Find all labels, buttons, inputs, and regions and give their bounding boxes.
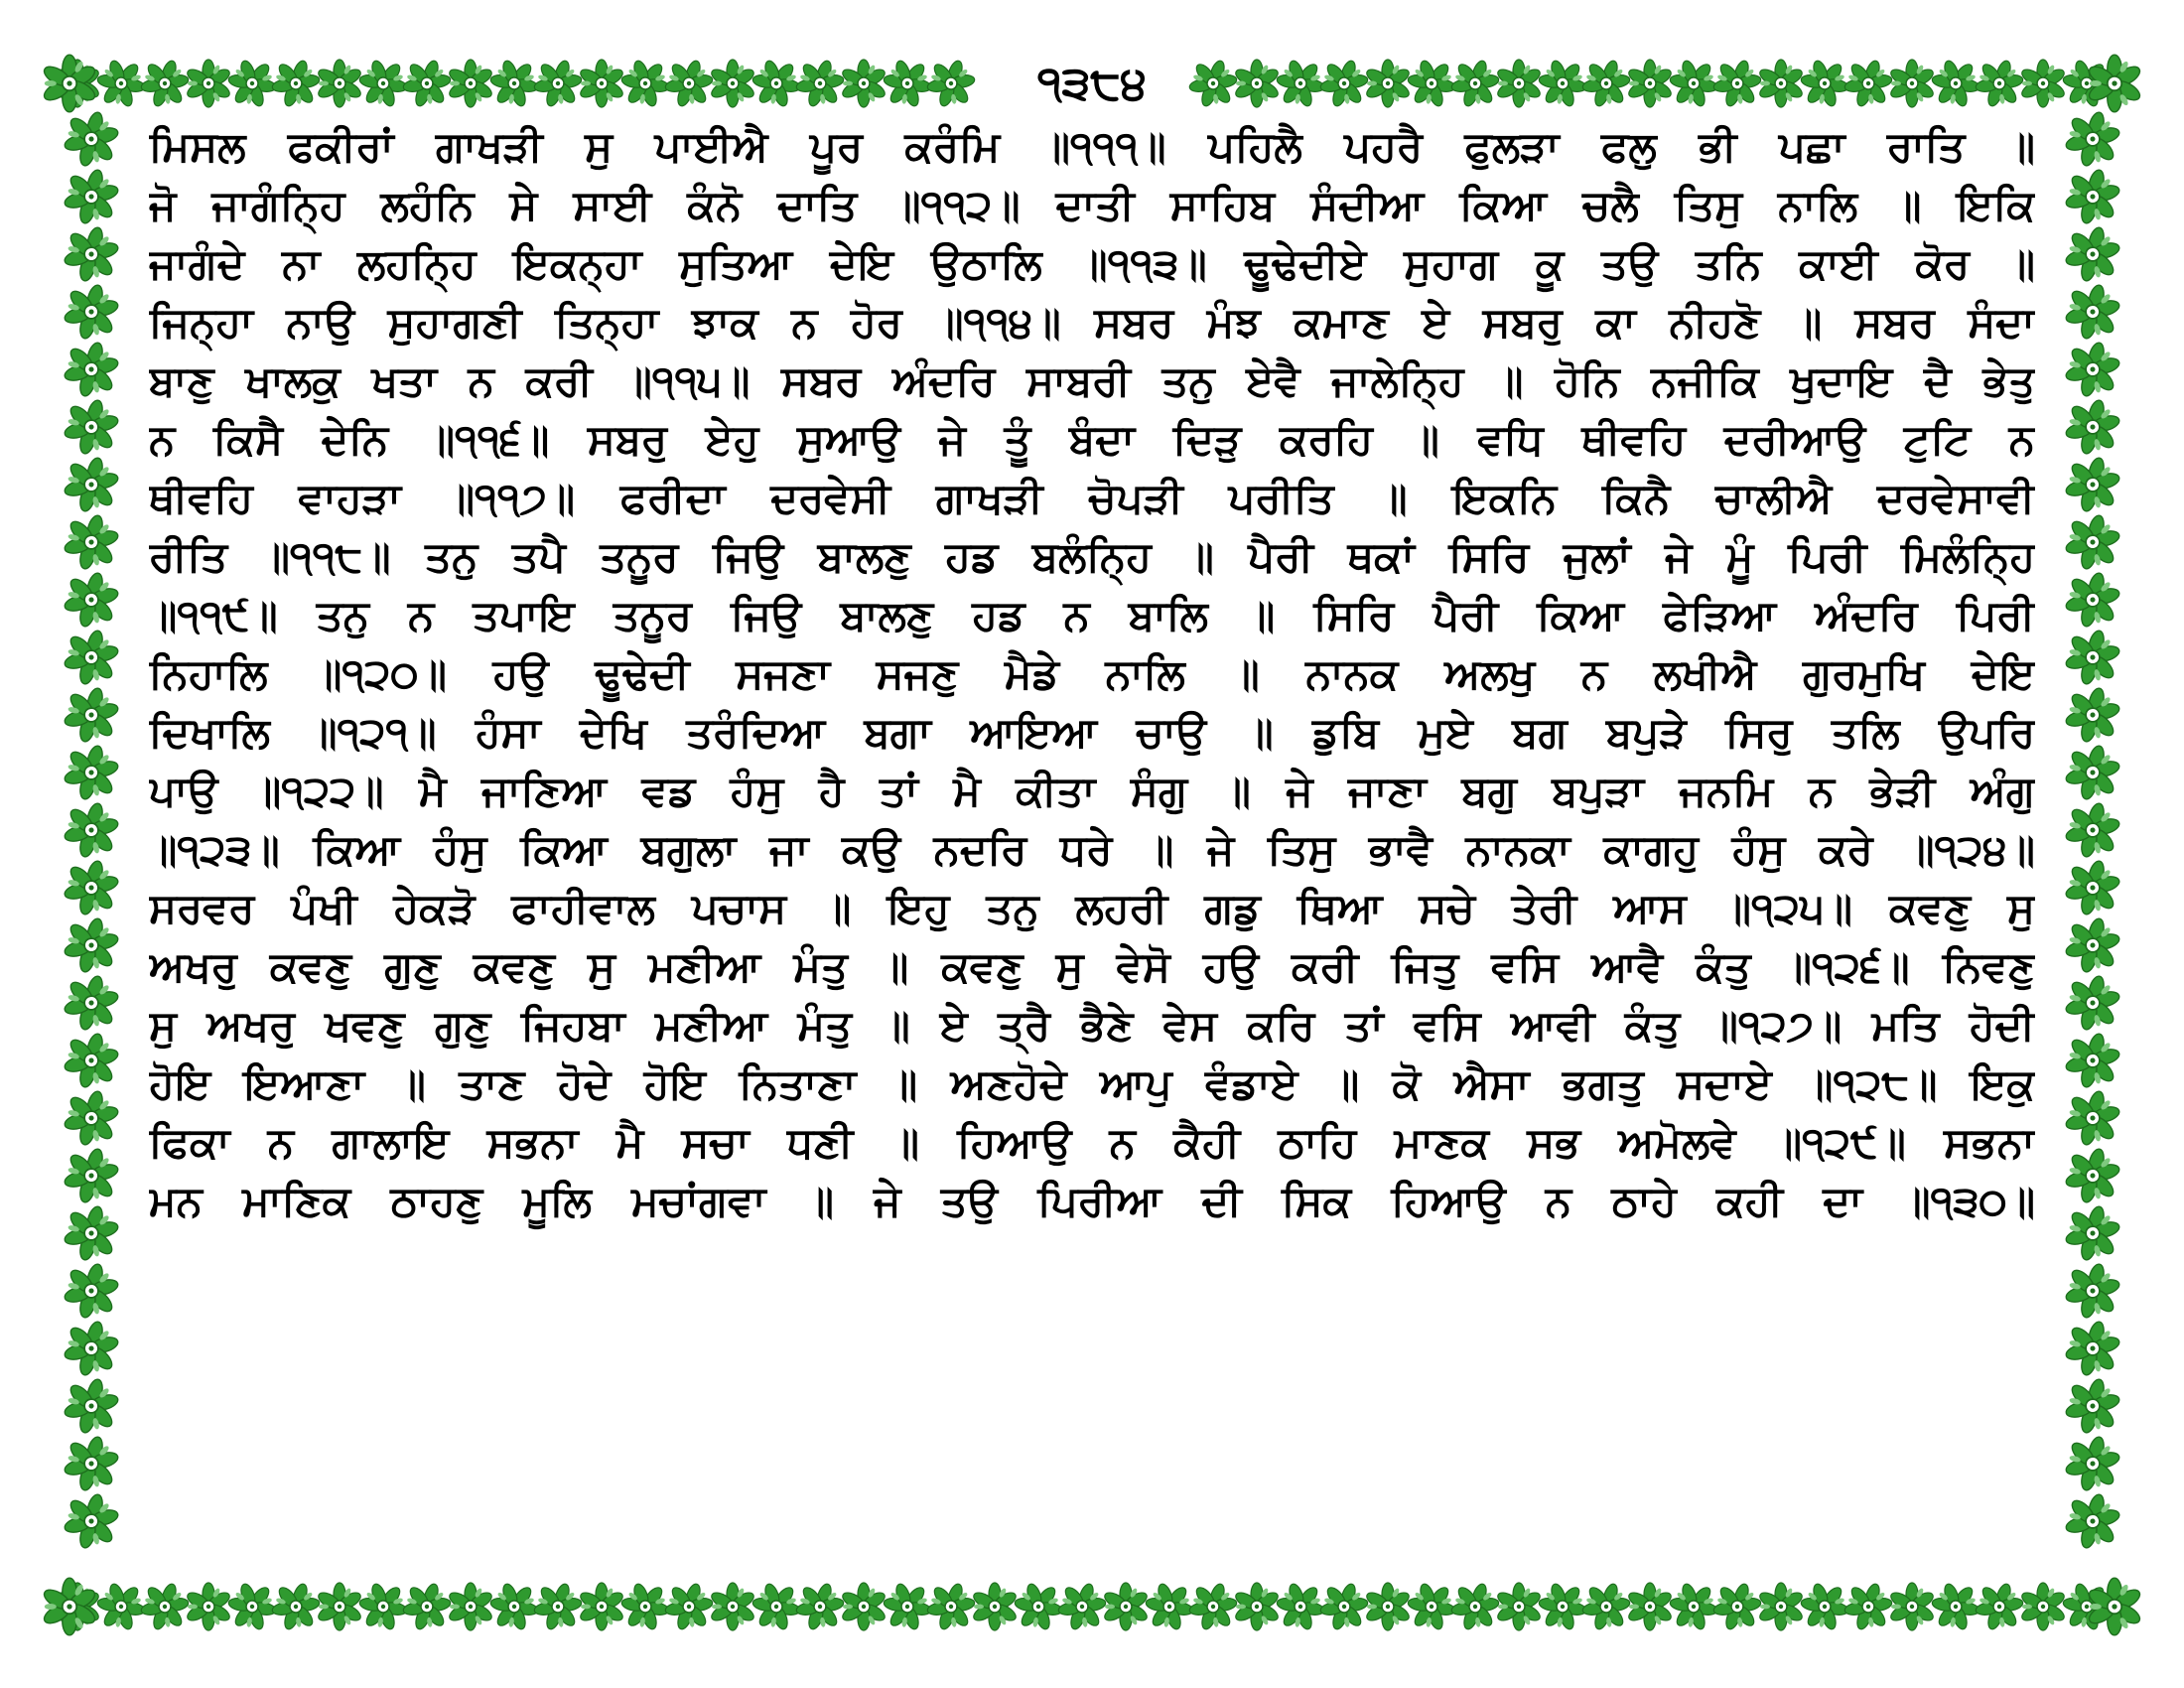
flower-ornament-icon	[58, 220, 124, 287]
flower-ornament-icon	[58, 912, 124, 978]
flower-ornament-icon	[58, 1084, 124, 1151]
flower-ornament-icon	[2059, 912, 2125, 978]
flower-ornament-icon	[58, 1199, 124, 1266]
flower-ornament-icon	[920, 1576, 981, 1636]
flower-ornament-icon	[2059, 1487, 2125, 1554]
flower-ornament-icon	[658, 53, 719, 113]
flower-ornament-icon	[2059, 105, 2125, 172]
flower-ornament-icon	[2059, 163, 2125, 229]
text-line: ਪਾਉ ॥੧੨੨॥ ਮੈ ਜਾਣਿਆ ਵਡ ਹੰਸੁ ਹੈ ਤਾਂ ਮੈ ਕੀਤਾ ਸੰਗੁ ॥ ਜੇ ਜਾਣਾ ਬਗੁ ਬਪੁੜਾ ਜਨਮਿ ਨ ਭੇੜੀ ਅੰਗੁ	[149, 767, 2035, 815]
flower-ornament-icon	[527, 1576, 588, 1636]
scripture-text-block	[149, 117, 2035, 1547]
text-line: ਨਿਹਾਲਿ ॥੧੨੦॥ ਹਉ ਢੂਢੇਦੀ ਸਜਣਾ ਸਜਣੁ ਮੈਡੇ ਨਾਲਿ ॥ ਨਾਨਕ ਅਲਖੁ ਨ ਲਖੀਐ ਗੁਰਮੁਖਿ ਦੇਇ	[149, 649, 2035, 698]
flower-ornament-icon	[265, 1576, 326, 1636]
flower-ornament-icon	[1706, 1576, 1767, 1636]
flower-ornament-icon	[1888, 60, 1936, 107]
text-line: ਅਖਰੁ ਕਵਣੁ ਗੁਣੁ ਕਵਣੁ ਸੁ ਮਣੀਆ ਮੰਤੁ ॥ ਕਵਣੁ ਸੁ ਵੇਸੋ ਹਉ ਕਰੀ ਜਿਤੁ ਵਸਿ ਆਵੈ ਕੰਤੁ ॥੧੨੬॥ ਨਿਵਣੁ	[149, 942, 2035, 991]
flower-ornament-icon	[447, 1583, 494, 1630]
text-line: ਫਿਕਾ ਨ ਗਾਲਾਇ ਸਭਨਾ ਮੈ ਸਚਾ ਧਣੀ ॥ ਹਿਆਉ ਨ ਕੈਹੀ ਠਾਹਿ ਮਾਣਕ ਸਭ ਅਮੋਲਵੇ ॥੧੨੯॥ ਸਭਨਾ	[149, 1118, 2035, 1167]
flower-ornament-icon	[58, 739, 124, 805]
flower-ornament-icon	[185, 60, 232, 107]
text-line: ਨ ਕਿਸੈ ਦੇਨਿ ॥੧੧੬॥ ਸਬਰੁ ਏਹੁ ਸੁਆਉ ਜੇ ਤੂੰ ਬੰਦਾ ਦਿੜੁ ਕਰਹਿ ॥ ਵਧਿ ਥੀਵਹਿ ਦਰੀਆਉ ਟੁਟਿ ਨ	[149, 415, 2035, 464]
flower-ornament-icon	[2059, 1372, 2125, 1439]
flower-ornament-icon	[920, 53, 981, 113]
flower-ornament-icon	[578, 1583, 625, 1630]
flower-ornament-icon	[1182, 1576, 1243, 1636]
flower-ornament-icon	[316, 1583, 363, 1630]
flower-ornament-icon	[2059, 451, 2125, 517]
page-number: ੧੩੮੪	[1003, 48, 1181, 117]
flower-ornament-icon	[2059, 508, 2125, 575]
flower-ornament-icon	[2059, 1430, 2125, 1496]
text-line: ਦਿਖਾਲਿ ॥੧੨੧॥ ਹੰਸਾ ਦੇਖਿ ਤਰੰਦਿਆ ਬਗਾ ਆਇਆ ਚਾਉ ॥ ਡੁਬਿ ਮੁਏ ਬਗ ਬਪੁੜੇ ਸਿਰੁ ਤਲਿ ਉਪਰਿ	[149, 708, 2035, 757]
flower-ornament-icon	[58, 1372, 124, 1439]
flower-ornament-icon	[58, 1142, 124, 1208]
text-line: ਮਨ ਮਾਣਿਕ ਠਾਹਣੁ ਮੂਲਿ ਮਚਾਂਗਵਾ ॥ ਜੇ ਤਉ ਪਿਰੀਆ ਦੀ ਸਿਕ ਹਿਆਉ ਨ ਠਾਹੇ ਕਹੀ ਦਾ ॥੧੩੦॥	[149, 1177, 2035, 1225]
flower-ornament-icon	[2059, 796, 2125, 863]
flower-ornament-icon	[2059, 624, 2125, 690]
flower-ornament-icon	[2059, 1027, 2125, 1093]
flower-ornament-icon	[1969, 53, 2029, 113]
flower-ornament-icon	[1626, 1583, 1674, 1630]
flower-ornament-icon	[2059, 220, 2125, 287]
flower-ornament-icon	[1444, 53, 1505, 113]
flower-ornament-icon	[185, 1583, 232, 1630]
text-line: ਸੁ ਅਖਰੁ ਖਵਣੁ ਗੁਣੁ ਜਿਹਬਾ ਮਣੀਆ ਮੰਤੁ ॥ ਏ ਤ੍ਰੈ ਭੈਣੇ ਵੇਸ ਕਰਿ ਤਾਂ ਵਸਿ ਆਵੀ ਕੰਤੁ ॥੧੨੭॥ ਮਤਿ ਹੋਦੀ	[149, 1001, 2035, 1050]
flower-ornament-icon	[2019, 1583, 2067, 1630]
text-line: ਹੋਇ ਇਆਣਾ ॥ ਤਾਣ ਹੋਦੇ ਹੋਇ ਨਿਤਾਣਾ ॥ ਅਣਹੋਦੇ ਆਪੁ ਵੰਡਾਏ ॥ ਕੋ ਐਸਾ ਭਗਤੁ ਸਦਾਏ ॥੧੨੮॥ ਇਕੁ	[149, 1059, 2035, 1108]
text-line: ਜਿਨ੍ਹਾ ਨਾਉ ਸੁਹਾਗਣੀ ਤਿਨ੍ਹਾ ਝਾਕ ਨ ਹੋਰ ॥੧੧੪॥ ਸਬਰ ਮੰਝ ਕਮਾਣ ਏ ਸਬਰੁ ਕਾ ਨੀਹਣੋ ॥ ਸਬਰ ਸੰਦਾ	[149, 298, 2035, 347]
flower-ornament-icon	[1233, 60, 1281, 107]
flower-ornament-icon	[58, 508, 124, 575]
text-line: ਮਿਸਲ ਫਕੀਰਾਂ ਗਾਖੜੀ ਸੁ ਪਾਈਐ ਪੂਰ ਕਰੰਮਿ ॥੧੧੧॥ ਪਹਿਲੈ ਪਹਰੈ ਫੁਲੜਾ ਫਲੁ ਭੀ ਪਛਾ ਰਾਤਿ ॥	[149, 122, 2035, 171]
flower-ornament-icon	[58, 451, 124, 517]
flower-ornament-icon	[1182, 53, 1243, 113]
flower-ornament-icon	[58, 1487, 124, 1554]
flower-ornament-icon	[2019, 60, 2067, 107]
flower-ornament-icon	[2059, 1257, 2125, 1324]
text-line: ਜੋ ਜਾਗੰਨ੍ਹਿ ਲਹੰਨਿ ਸੇ ਸਾਈ ਕੰਨੋ ਦਾਤਿ ॥੧੧੨॥ ਦਾਤੀ ਸਾਹਿਬ ਸੰਦੀਆ ਕਿਆ ਚਲੈ ਤਿਸੁ ਨਾਲਿ ॥ ਇਕਿ	[149, 181, 2035, 229]
flower-ornament-icon	[2059, 681, 2125, 748]
flower-ornament-icon	[1364, 60, 1412, 107]
flower-ornament-icon	[58, 624, 124, 690]
flower-ornament-icon	[2059, 1315, 2125, 1381]
flower-ornament-icon	[58, 393, 124, 460]
flower-ornament-icon	[58, 566, 124, 633]
flower-ornament-icon	[1706, 53, 1767, 113]
flower-ornament-icon	[840, 1583, 887, 1630]
flower-ornament-icon	[1364, 1583, 1412, 1630]
flower-ornament-icon	[58, 796, 124, 863]
flower-ornament-icon	[1757, 1583, 1805, 1630]
flower-ornament-icon	[58, 163, 124, 229]
flower-ornament-icon	[2059, 278, 2125, 345]
flower-ornament-icon	[396, 53, 457, 113]
flower-ornament-icon	[265, 53, 326, 113]
text-line: ਬਾਣੁ ਖਾਲਕੁ ਖਤਾ ਨ ਕਰੀ ॥੧੧੫॥ ਸਬਰ ਅੰਦਰਿ ਸਾਬਰੀ ਤਨੁ ਏਵੈ ਜਾਲੇਨ੍ਹਿ ॥ ਹੋਨਿ ਨਜੀਕਿ ਖੁਦਾਇ ਦੈ ਭੇਤੁ	[149, 356, 2035, 405]
flower-ornament-icon	[789, 1576, 850, 1636]
flower-ornament-icon	[1888, 1583, 1936, 1630]
flower-ornament-icon	[2059, 1084, 2125, 1151]
flower-ornament-icon	[527, 53, 588, 113]
flower-ornament-icon	[709, 60, 756, 107]
text-line: ॥੧੨੩॥ ਕਿਆ ਹੰਸੁ ਕਿਆ ਬਗੁਲਾ ਜਾ ਕਉ ਨਦਰਿ ਧਰੇ ॥ ਜੇ ਤਿਸੁ ਭਾਵੈ ਨਾਨਕਾ ਕਾਗਹੁ ਹੰਸੁ ਕਰੇ ॥੧੨੪॥	[149, 825, 2035, 874]
flower-ornament-icon	[58, 105, 124, 172]
flower-ornament-icon	[2059, 739, 2125, 805]
flower-ornament-icon	[58, 854, 124, 920]
flower-ornament-icon	[2059, 1142, 2125, 1208]
flower-ornament-icon	[1102, 1583, 1150, 1630]
flower-ornament-icon	[316, 60, 363, 107]
flower-ornament-icon	[1626, 60, 1674, 107]
flower-ornament-icon	[578, 60, 625, 107]
flower-ornament-icon	[58, 969, 124, 1036]
flower-ornament-icon	[1495, 60, 1543, 107]
flower-ornament-icon	[1575, 53, 1636, 113]
flower-ornament-icon	[1575, 1576, 1636, 1636]
flower-ornament-icon	[58, 336, 124, 402]
flower-ornament-icon	[58, 278, 124, 345]
flower-ornament-icon	[58, 1257, 124, 1324]
text-line: ਥੀਵਹਿ ਵਾਹੜਾ ॥੧੧੭॥ ਫਰੀਦਾ ਦਰਵੇਸੀ ਗਾਖੜੀ ਚੋਪੜੀ ਪਰੀਤਿ ॥ ਇਕਨਿ ਕਿਨੈ ਚਾਲੀਐ ਦਰਵੇਸਾਵੀ	[149, 474, 2035, 522]
flower-ornament-icon	[971, 1583, 1019, 1630]
flower-ornament-icon	[1838, 53, 1898, 113]
flower-ornament-icon	[2059, 566, 2125, 633]
flower-ornament-icon	[1233, 1583, 1281, 1630]
flower-ornament-icon	[134, 53, 195, 113]
text-line: ਜਾਗੰਦੇ ਨਾ ਲਹਨ੍ਹਿ ਇਕਨ੍ਹਾ ਸੁਤਿਆ ਦੇਇ ਉਠਾਲਿ ॥੧੧੩॥ ਢੂਢੇਦੀਏ ਸੁਹਾਗ ਕੂ ਤਉ ਤਨਿ ਕਾਈ ਕੋਰ ॥	[149, 239, 2035, 288]
text-line: ਰੀਤਿ ॥੧੧੮॥ ਤਨੁ ਤਪੈ ਤਨੂਰ ਜਿਉ ਬਾਲਣੁ ਹਡ ਬਲੰਨ੍ਹਿ ॥ ਪੈਰੀ ਥਕਾਂ ਸਿਰਿ ਜੁਲਾਂ ਜੇ ਮੂੰ ਪਿਰੀ ਮਿਲੰਨ੍ਹਿ	[149, 532, 2035, 581]
flower-ornament-icon	[2059, 336, 2125, 402]
flower-ornament-icon	[1313, 53, 1374, 113]
flower-ornament-icon	[789, 53, 850, 113]
flower-ornament-icon	[2059, 393, 2125, 460]
flower-ornament-icon	[1969, 1576, 2029, 1636]
flower-ornament-icon	[1838, 1576, 1898, 1636]
text-line: ਸਰਵਰ ਪੰਖੀ ਹੇਕੜੋ ਫਾਹੀਵਾਲ ਪਚਾਸ ॥ ਇਹੁ ਤਨੁ ਲਹਰੀ ਗਡੁ ਥਿਆ ਸਚੇ ਤੇਰੀ ਆਸ ॥੧੨੫॥ ਕਵਣੁ ਸੁ	[149, 884, 2035, 932]
flower-ornament-icon	[709, 1583, 756, 1630]
flower-ornament-icon	[2059, 1199, 2125, 1266]
flower-ornament-icon	[58, 1027, 124, 1093]
flower-ornament-icon	[58, 1315, 124, 1381]
flower-ornament-icon	[58, 681, 124, 748]
flower-ornament-icon	[658, 1576, 719, 1636]
flower-ornament-icon	[447, 60, 494, 107]
flower-ornament-icon	[396, 1576, 457, 1636]
text-line: ॥੧੧੯॥ ਤਨੁ ਨ ਤਪਾਇ ਤਨੂਰ ਜਿਉ ਬਾਲਣੁ ਹਡ ਨ ਬਾਲਿ ॥ ਸਿਰਿ ਪੈਰੀ ਕਿਆ ਫੇੜਿਆ ਅੰਦਰਿ ਪਿਰੀ	[149, 591, 2035, 639]
flower-ornament-icon	[1757, 60, 1805, 107]
flower-ornament-icon	[58, 1430, 124, 1496]
flower-ornament-icon	[1051, 1576, 1112, 1636]
flower-ornament-icon	[840, 60, 887, 107]
flower-ornament-icon	[1313, 1576, 1374, 1636]
flower-ornament-icon	[2059, 969, 2125, 1036]
flower-ornament-icon	[1495, 1583, 1543, 1630]
flower-ornament-icon	[2059, 854, 2125, 920]
flower-ornament-icon	[1444, 1576, 1505, 1636]
flower-ornament-icon	[134, 1576, 195, 1636]
